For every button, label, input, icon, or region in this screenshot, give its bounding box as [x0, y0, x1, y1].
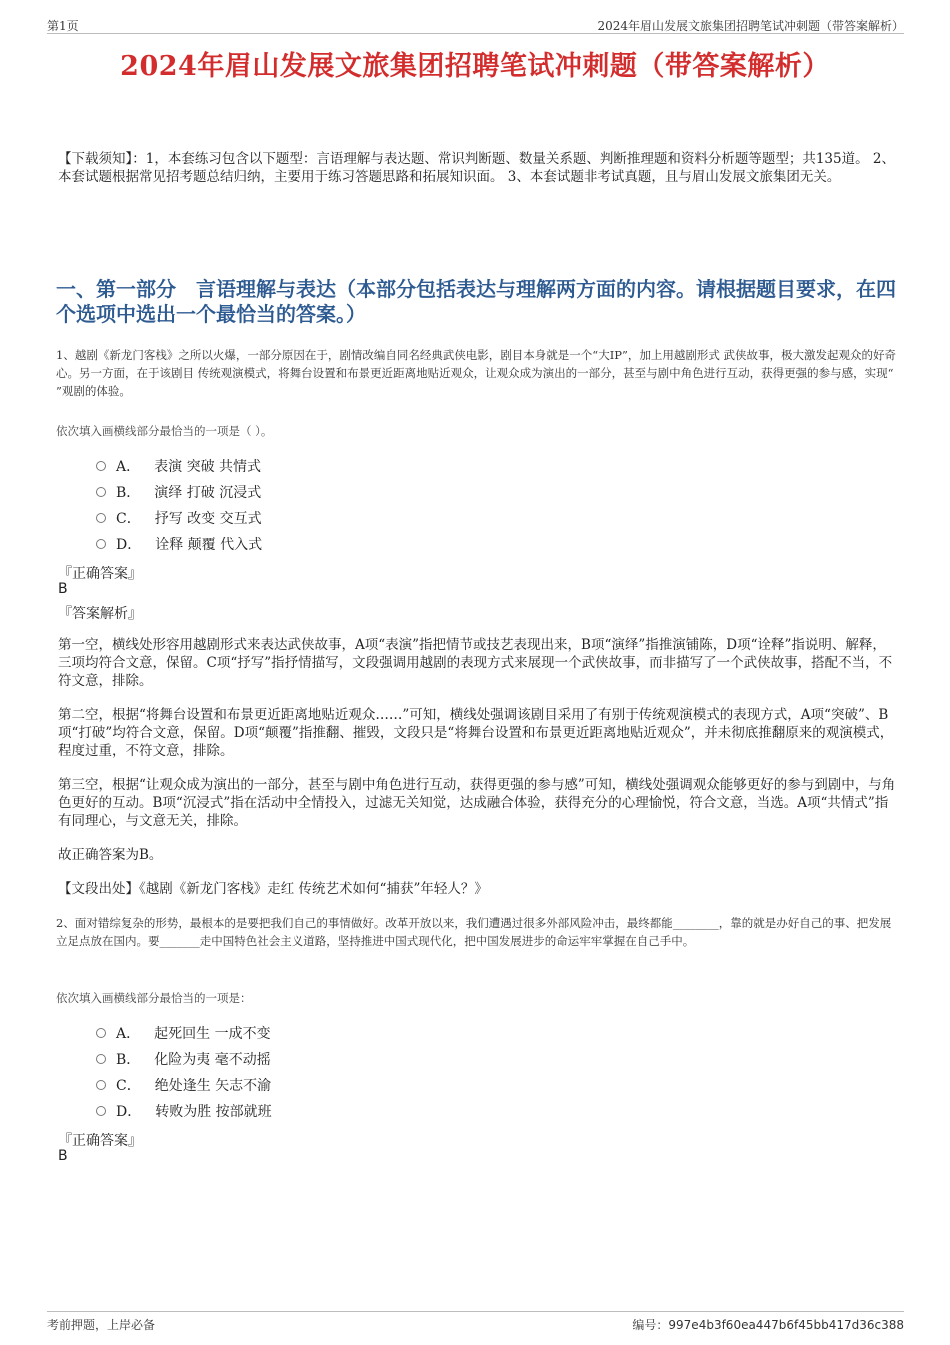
question-2-answer: B [58, 1148, 68, 1164]
question-1-answer-label: 『正确答案』 [58, 566, 142, 582]
analysis-source: 【文段出处】《越剧《新龙门客栈》走红 传统艺术如何“捕获”年轻人？》 [58, 881, 488, 897]
radio-icon[interactable] [96, 1080, 106, 1090]
question-1-option-c[interactable] [96, 505, 262, 531]
question-1-option-a[interactable] [96, 453, 262, 479]
radio-icon[interactable] [96, 1028, 106, 1038]
question-1-prompt: 依次填入画横线部分最恰当的一项是（ ）。 [56, 424, 273, 438]
radio-icon[interactable] [96, 461, 106, 471]
analysis-paragraph: 第二空，根据“将舞台设置和布景更近距离地贴近观众……”可知，横线处强调该剧目采用了有别于传统观演模式的表现方式，A项“突破”、B项“打破”均符合文意，保留。D项“颠覆”指推翻、摧毁，文段只是“将舞台设置和布景更近距离地贴近观众”，并未彻底推翻原来的观演模式，程度过重，不符文意，排除。 [58, 707, 894, 759]
option-key: B． [116, 485, 141, 501]
download-notice: 【下载须知】：1，本套练习包含以下题型：言语理解与表达题、常识判断题、数量关系题、判断推理题和资料分析题等题型；共135道。 2、本套试题根据常见招考题总结归纳，主要用于练习答题思路和拓展知识面。 3、本套试题非考试真题，且与眉山发展文旅集团无关。 [58, 151, 895, 185]
running-title: 2024年眉山发展文旅集团招聘笔试冲刺题（带答案解析） [597, 19, 904, 33]
document-code [632, 1316, 904, 1333]
analysis-paragraph: 第一空，横线处形容用越剧形式来表达武侠故事，A项“表演”指把情节或技艺表现出来，B项“演绎”指推演铺陈，D项“诠释”指说明、解释，三项均符合文意，保留。C项“抒写”指抒情描写，文段强调用越剧的表现方式来展现一个武侠故事，而非描写了一个武侠故事，搭配不当，不符文意，排除。 [58, 637, 893, 689]
page-footer [47, 1311, 904, 1333]
question-2-option-c[interactable] [96, 1072, 272, 1098]
option-key: D． [116, 537, 142, 553]
question-2-options [96, 1020, 272, 1124]
question-2-option-d[interactable] [96, 1098, 272, 1124]
question-1-option-b[interactable] [96, 479, 262, 505]
option-text: 抒写 改变 交互式 [154, 511, 262, 527]
code-label: 编号： [632, 1318, 669, 1332]
option-key: D． [116, 1104, 142, 1120]
question-2-prompt: 依次填入画横线部分最恰当的一项是： [56, 991, 252, 1005]
analysis-conclusion: 故正确答案为B。 [58, 847, 163, 863]
option-text: 绝处逢生 矢志不渝 [154, 1078, 272, 1094]
option-key: A． [116, 1026, 141, 1042]
question-2-text: 2、面对错综复杂的形势，最根本的是要把我们自己的事情做好。改革开放以来，我们遭遇过很多外部风险冲击，最终都能________，靠的就是办好自己的事、把发展立足点放在国内。要_______走中国特色社会主义道路，坚持推进中国式现代化，把中国发展进步的命运牢牢掌握在自己手中。 [56, 916, 892, 948]
question-2-option-b[interactable] [96, 1046, 272, 1072]
analysis-paragraph: 第三空，根据“让观众成为演出的一部分，甚至与剧中角色进行互动，获得更强的参与感”可知，横线处强调观众能够更好的参与到剧中，与角色更好的互动。B项“沉浸式”指在活动中全情投入，过滤无关知觉，达成融合体验，获得充分的心理愉悦，符合文意，当选。A项“共情式”指有同理心，与文意无关，排除。 [58, 777, 896, 829]
question-2-option-a[interactable] [96, 1020, 272, 1046]
option-text: 转败为胜 按部就班 [155, 1104, 272, 1120]
question-1-answer: B [58, 581, 68, 597]
option-text: 演绎 打破 沉浸式 [154, 485, 262, 501]
page-number: 第1页 [47, 19, 79, 33]
option-text: 起死回生 一成不变 [154, 1026, 271, 1042]
radio-icon[interactable] [96, 1054, 106, 1064]
radio-icon[interactable] [96, 539, 106, 549]
question-1-analysis-label: 『答案解析』 [58, 606, 142, 622]
page-header [47, 14, 904, 34]
question-1-options [96, 453, 262, 557]
radio-icon[interactable] [96, 487, 106, 497]
option-key: B． [116, 1052, 141, 1068]
option-key: C． [116, 511, 141, 527]
question-1-text: 1、越剧《新龙门客栈》之所以火爆，一部分原因在于，剧情改编自同名经典武侠电影，剧目本身就是一个“大IP”，加上用越剧形式 武侠故事，极大激发起观众的好奇心。另一方面，在于该剧目 传统观演模式，将舞台设置和布景更近距离地贴近观众，让观众成为演出的一部分，甚至与剧中角色进行互动，获得更强的参与感，实现“ ”观剧的体验。 [56, 348, 897, 398]
document-title: 2024年眉山发展文旅集团招聘笔试冲刺题（带答案解析） [120, 51, 830, 82]
question-1-option-d[interactable] [96, 531, 262, 557]
option-key: C． [116, 1078, 141, 1094]
radio-icon[interactable] [96, 1106, 106, 1116]
option-text: 表演 突破 共情式 [154, 459, 262, 475]
radio-icon[interactable] [96, 513, 106, 523]
code-value: 997e4b3f60ea447b6f45bb417d36c388 [668, 1318, 904, 1332]
question-2-answer-label: 『正确答案』 [58, 1133, 142, 1149]
option-text: 诠释 颠覆 代入式 [155, 537, 263, 553]
option-key: A． [116, 459, 141, 475]
footer-slogan: 考前押题，上岸必备 [47, 1318, 156, 1332]
section-title: 一、第一部分 言语理解与表达（本部分包括表达与理解两方面的内容。请根据题目要求，在四个选项中选出一个最恰当的答案。） [56, 277, 896, 326]
option-text: 化险为夷 毫不动摇 [154, 1052, 271, 1068]
